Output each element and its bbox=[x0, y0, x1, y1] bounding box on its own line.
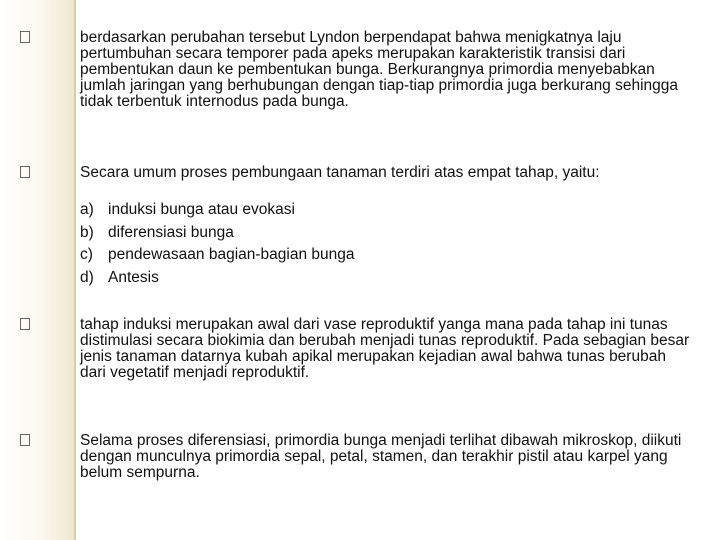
list-item: a) induksi bunga atau evokasi bbox=[80, 201, 295, 218]
paragraph-lyndon: berdasarkan perubahan tersebut Lyndon berpendapat bahwa menigkatnya laju pertumbuhan secara temporer pada apeks merupakan karakteristik transisi dari pembentukan daun ke pembentukan bunga. Berkurangnya primordia menyebabkan jumlah jaringan yang berhubungan dengan tiap-tiap primordia juga berkurang sehingga tidak terbentuk internodus pada bunga. bbox=[80, 29, 679, 110]
list-item: c) pendewasaan bagian-bagian bunga bbox=[80, 246, 355, 263]
decorative-side-band bbox=[0, 0, 76, 540]
paragraph-stages-intro: Secara umum proses pembungaan tanaman terdiri atas empat tahap, yaitu: bbox=[80, 164, 600, 181]
bullet-box-icon bbox=[20, 318, 34, 332]
list-item: d) Antesis bbox=[80, 268, 159, 286]
bullet-box-icon bbox=[20, 166, 34, 180]
bullet-box-icon bbox=[20, 31, 34, 45]
paragraph-induction: tahap induksi merupakan awal dari vase reproduktif yanga mana pada tahap ini tunas distimulasi secara biokimia dan berubah menjadi tunas reproduktif. Pada sebagian besar jenis tanaman datarnya kubah apikal merupakan kejadian awal bahwa tunas berubah dari vegetatif menjadi reproduktif. bbox=[80, 316, 690, 381]
list-item: b) diferensiasi bunga bbox=[80, 223, 234, 241]
paragraph-differentiation: Selama proses diferensiasi, primordia bunga menjadi terlihat dibawah mikroskop, diikuti dengan munculnya primordia sepal, petal, stamen, dan terakhir pistil atau karpel yang belum sempurna. bbox=[80, 432, 682, 481]
bullet-box-icon bbox=[20, 434, 34, 448]
stages-list bbox=[80, 199, 680, 289]
